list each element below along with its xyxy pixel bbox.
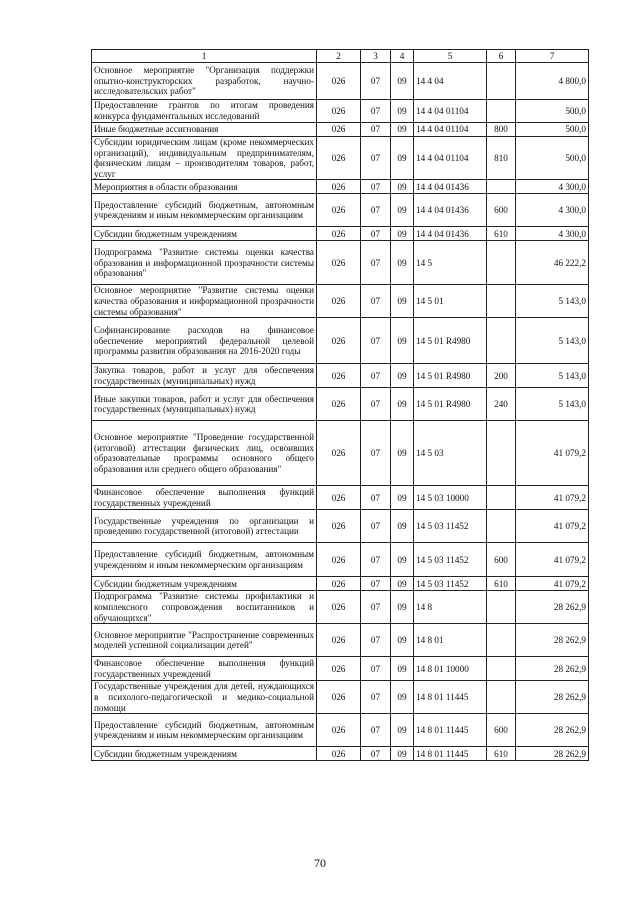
subsection-cell: 09 bbox=[391, 180, 414, 194]
table-row bbox=[92, 180, 589, 194]
amount-cell: 4 300,0 bbox=[516, 180, 589, 194]
description-cell: Государственные учреждения по организации и проведению государственной (итоговой) аттестации bbox=[92, 510, 317, 543]
description-cell: Подпрограмма "Развитие системы оценки качества образования и информационной прозрачности системы образования" bbox=[92, 241, 317, 285]
amount-cell: 41 079,2 bbox=[516, 421, 589, 486]
section-cell: 07 bbox=[361, 241, 391, 285]
target-article-cell: 14 8 01 11445 bbox=[414, 681, 487, 714]
section-cell: 07 bbox=[361, 624, 391, 657]
description-cell: Финансовое обеспечение выполнения функций государственных учреждений bbox=[92, 486, 317, 510]
subsection-cell: 09 bbox=[391, 577, 414, 591]
table-row bbox=[92, 747, 589, 761]
table-row bbox=[92, 318, 589, 364]
grbs-code-cell: 026 bbox=[317, 714, 361, 747]
description-cell: Субсидии бюджетным учреждениям bbox=[92, 227, 317, 241]
expense-type-cell bbox=[487, 285, 516, 318]
grbs-code-cell: 026 bbox=[317, 100, 361, 123]
table-row bbox=[92, 388, 589, 421]
target-article-cell: 14 5 03 bbox=[414, 421, 487, 486]
description-cell: Софинансирование расходов на финансовое обеспечение мероприятий федеральной целевой программы развития образования на 2016-2020 годы bbox=[92, 318, 317, 364]
expense-type-cell: 800 bbox=[487, 123, 516, 137]
description-cell: Основное мероприятие "Развитие системы оценки качества образования и информационной прозрачности системы образования" bbox=[92, 285, 317, 318]
amount-cell: 28 262,9 bbox=[516, 591, 589, 624]
target-article-cell: 14 5 bbox=[414, 241, 487, 285]
section-cell: 07 bbox=[361, 388, 391, 421]
target-article-cell: 14 8 01 11445 bbox=[414, 714, 487, 747]
expense-type-cell bbox=[487, 657, 516, 681]
amount-cell: 500,0 bbox=[516, 100, 589, 123]
subsection-cell: 09 bbox=[391, 510, 414, 543]
section-cell: 07 bbox=[361, 137, 391, 180]
grbs-code-cell: 026 bbox=[317, 543, 361, 577]
description-cell: Основное мероприятие "Организация поддержки опытно-конструкторских разработок, научно-исследовательских работ" bbox=[92, 63, 317, 100]
target-article-cell: 14 8 01 10000 bbox=[414, 657, 487, 681]
subsection-cell: 09 bbox=[391, 194, 414, 227]
grbs-code-cell: 026 bbox=[317, 63, 361, 100]
amount-cell: 4 800,0 bbox=[516, 63, 589, 100]
target-article-cell: 14 5 03 11452 bbox=[414, 510, 487, 543]
expense-type-cell: 600 bbox=[487, 543, 516, 577]
table-row bbox=[92, 241, 589, 285]
table-row bbox=[92, 227, 589, 241]
amount-cell: 28 262,9 bbox=[516, 747, 589, 761]
table-row bbox=[92, 63, 589, 100]
section-cell: 07 bbox=[361, 227, 391, 241]
table-row bbox=[92, 577, 589, 591]
amount-cell: 5 143,0 bbox=[516, 388, 589, 421]
description-cell: Предоставление грантов по итогам проведения конкурса фундаментальных исследований bbox=[92, 100, 317, 123]
expense-type-cell: 200 bbox=[487, 364, 516, 388]
expense-type-cell: 610 bbox=[487, 747, 516, 761]
amount-cell: 28 262,9 bbox=[516, 714, 589, 747]
grbs-code-cell: 026 bbox=[317, 624, 361, 657]
table-row bbox=[92, 714, 589, 747]
column-header: 5 bbox=[414, 50, 487, 63]
grbs-code-cell: 026 bbox=[317, 421, 361, 486]
grbs-code-cell: 026 bbox=[317, 364, 361, 388]
subsection-cell: 09 bbox=[391, 318, 414, 364]
expense-type-cell bbox=[487, 318, 516, 364]
expense-type-cell bbox=[487, 100, 516, 123]
amount-cell: 5 143,0 bbox=[516, 364, 589, 388]
description-cell: Субсидии юридическим лицам (кроме некоммерческих организаций), индивидуальным предпринимателям, физическим лицам – производителям товаров, работ, услуг bbox=[92, 137, 317, 180]
amount-cell: 41 079,2 bbox=[516, 510, 589, 543]
amount-cell: 41 079,2 bbox=[516, 486, 589, 510]
header-row bbox=[92, 50, 589, 63]
expense-type-cell: 240 bbox=[487, 388, 516, 421]
target-article-cell: 14 4 04 01436 bbox=[414, 180, 487, 194]
target-article-cell: 14 5 03 11452 bbox=[414, 577, 487, 591]
section-cell: 07 bbox=[361, 657, 391, 681]
subsection-cell: 09 bbox=[391, 388, 414, 421]
subsection-cell: 09 bbox=[391, 714, 414, 747]
expense-type-cell bbox=[487, 486, 516, 510]
expense-type-cell bbox=[487, 63, 516, 100]
target-article-cell: 14 5 01 R4980 bbox=[414, 318, 487, 364]
subsection-cell: 09 bbox=[391, 100, 414, 123]
grbs-code-cell: 026 bbox=[317, 194, 361, 227]
expense-type-cell: 610 bbox=[487, 577, 516, 591]
grbs-code-cell: 026 bbox=[317, 486, 361, 510]
subsection-cell: 09 bbox=[391, 285, 414, 318]
grbs-code-cell: 026 bbox=[317, 591, 361, 624]
section-cell: 07 bbox=[361, 577, 391, 591]
table-row bbox=[92, 486, 589, 510]
amount-cell: 4 300,0 bbox=[516, 227, 589, 241]
grbs-code-cell: 026 bbox=[317, 388, 361, 421]
amount-cell: 500,0 bbox=[516, 123, 589, 137]
column-header: 7 bbox=[516, 50, 589, 63]
target-article-cell: 14 4 04 01104 bbox=[414, 123, 487, 137]
subsection-cell: 09 bbox=[391, 364, 414, 388]
expense-type-cell: 810 bbox=[487, 137, 516, 180]
column-header: 6 bbox=[487, 50, 516, 63]
description-cell: Субсидии бюджетным учреждениям bbox=[92, 747, 317, 761]
table-row bbox=[92, 123, 589, 137]
subsection-cell: 09 bbox=[391, 591, 414, 624]
subsection-cell: 09 bbox=[391, 681, 414, 714]
description-cell: Мероприятия в области образования bbox=[92, 180, 317, 194]
grbs-code-cell: 026 bbox=[317, 180, 361, 194]
amount-cell: 41 079,2 bbox=[516, 577, 589, 591]
subsection-cell: 09 bbox=[391, 657, 414, 681]
table-row bbox=[92, 624, 589, 657]
target-article-cell: 14 5 03 10000 bbox=[414, 486, 487, 510]
section-cell: 07 bbox=[361, 510, 391, 543]
subsection-cell: 09 bbox=[391, 63, 414, 100]
description-cell: Финансовое обеспечение выполнения функций государственных учреждений bbox=[92, 657, 317, 681]
amount-cell: 41 079,2 bbox=[516, 543, 589, 577]
grbs-code-cell: 026 bbox=[317, 510, 361, 543]
expense-type-cell bbox=[487, 180, 516, 194]
target-article-cell: 14 4 04 01104 bbox=[414, 100, 487, 123]
column-header: 1 bbox=[92, 50, 317, 63]
expense-type-cell: 600 bbox=[487, 194, 516, 227]
target-article-cell: 14 4 04 01436 bbox=[414, 227, 487, 241]
description-cell: Закупка товаров, работ и услуг для обеспечения государственных (муниципальных) нужд bbox=[92, 364, 317, 388]
table-row bbox=[92, 543, 589, 577]
target-article-cell: 14 5 01 R4980 bbox=[414, 388, 487, 421]
subsection-cell: 09 bbox=[391, 137, 414, 180]
subsection-cell: 09 bbox=[391, 486, 414, 510]
description-cell: Предоставление субсидий бюджетным, автономным учреждениям и иным некоммерческим организациям bbox=[92, 543, 317, 577]
section-cell: 07 bbox=[361, 543, 391, 577]
section-cell: 07 bbox=[361, 194, 391, 227]
section-cell: 07 bbox=[361, 591, 391, 624]
description-cell: Предоставление субсидий бюджетным, автономным учреждениям и иным некоммерческим организациям bbox=[92, 194, 317, 227]
budget-table bbox=[91, 49, 589, 761]
amount-cell: 28 262,9 bbox=[516, 681, 589, 714]
table-row bbox=[92, 100, 589, 123]
grbs-code-cell: 026 bbox=[317, 123, 361, 137]
subsection-cell: 09 bbox=[391, 123, 414, 137]
expense-type-cell bbox=[487, 510, 516, 543]
expense-type-cell bbox=[487, 681, 516, 714]
target-article-cell: 14 5 01 R4980 bbox=[414, 364, 487, 388]
section-cell: 07 bbox=[361, 318, 391, 364]
target-article-cell: 14 5 03 11452 bbox=[414, 543, 487, 577]
amount-cell: 5 143,0 bbox=[516, 285, 589, 318]
section-cell: 07 bbox=[361, 364, 391, 388]
section-cell: 07 bbox=[361, 285, 391, 318]
section-cell: 07 bbox=[361, 123, 391, 137]
description-cell: Государственные учреждения для детей, нуждающихся в психолого-педагогической и медико-социальной помощи bbox=[92, 681, 317, 714]
subsection-cell: 09 bbox=[391, 227, 414, 241]
table-row bbox=[92, 591, 589, 624]
expense-type-cell: 600 bbox=[487, 714, 516, 747]
subsection-cell: 09 bbox=[391, 543, 414, 577]
grbs-code-cell: 026 bbox=[317, 227, 361, 241]
expense-type-cell: 610 bbox=[487, 227, 516, 241]
section-cell: 07 bbox=[361, 100, 391, 123]
subsection-cell: 09 bbox=[391, 624, 414, 657]
grbs-code-cell: 026 bbox=[317, 577, 361, 591]
amount-cell: 500,0 bbox=[516, 137, 589, 180]
description-cell: Основное мероприятие "Проведение государственной (итоговой) аттестации физических лиц, освоивших образовательные программы основного общего образования или среднего общего образования" bbox=[92, 421, 317, 486]
section-cell: 07 bbox=[361, 421, 391, 486]
grbs-code-cell: 026 bbox=[317, 747, 361, 761]
table-row bbox=[92, 194, 589, 227]
target-article-cell: 14 8 01 bbox=[414, 624, 487, 657]
description-cell: Предоставление субсидий бюджетным, автономным учреждениям и иным некоммерческим организациям bbox=[92, 714, 317, 747]
description-cell: Основное мероприятие "Распространение современных моделей успешной социализации детей" bbox=[92, 624, 317, 657]
description-cell: Субсидии бюджетным учреждениям bbox=[92, 577, 317, 591]
page-number: 70 bbox=[314, 856, 326, 870]
expense-type-cell bbox=[487, 241, 516, 285]
target-article-cell: 14 8 01 11445 bbox=[414, 747, 487, 761]
grbs-code-cell: 026 bbox=[317, 318, 361, 364]
section-cell: 07 bbox=[361, 681, 391, 714]
subsection-cell: 09 bbox=[391, 747, 414, 761]
table-row bbox=[92, 510, 589, 543]
description-cell: Подпрограмма "Развитие системы профилактики и комплексного сопровождения воспитанников и обучающихся" bbox=[92, 591, 317, 624]
grbs-code-cell: 026 bbox=[317, 241, 361, 285]
target-article-cell: 14 8 bbox=[414, 591, 487, 624]
target-article-cell: 14 4 04 bbox=[414, 63, 487, 100]
table-row bbox=[92, 657, 589, 681]
table-row bbox=[92, 681, 589, 714]
amount-cell: 46 222,2 bbox=[516, 241, 589, 285]
target-article-cell: 14 5 01 bbox=[414, 285, 487, 318]
section-cell: 07 bbox=[361, 63, 391, 100]
description-cell: Иные закупки товаров, работ и услуг для обеспечения государственных (муниципальных) нужд bbox=[92, 388, 317, 421]
table-row bbox=[92, 285, 589, 318]
section-cell: 07 bbox=[361, 486, 391, 510]
section-cell: 07 bbox=[361, 747, 391, 761]
expense-type-cell bbox=[487, 624, 516, 657]
grbs-code-cell: 026 bbox=[317, 657, 361, 681]
table-row bbox=[92, 364, 589, 388]
section-cell: 07 bbox=[361, 714, 391, 747]
amount-cell: 28 262,9 bbox=[516, 657, 589, 681]
subsection-cell: 09 bbox=[391, 421, 414, 486]
table-row bbox=[92, 421, 589, 486]
amount-cell: 4 300,0 bbox=[516, 194, 589, 227]
target-article-cell: 14 4 04 01436 bbox=[414, 194, 487, 227]
amount-cell: 28 262,9 bbox=[516, 624, 589, 657]
amount-cell: 5 143,0 bbox=[516, 318, 589, 364]
table-row bbox=[92, 137, 589, 180]
column-header: 2 bbox=[317, 50, 361, 63]
target-article-cell: 14 4 04 01104 bbox=[414, 137, 487, 180]
subsection-cell: 09 bbox=[391, 241, 414, 285]
description-cell: Иные бюджетные ассигнования bbox=[92, 123, 317, 137]
column-header: 3 bbox=[361, 50, 391, 63]
grbs-code-cell: 026 bbox=[317, 285, 361, 318]
expense-type-cell bbox=[487, 591, 516, 624]
grbs-code-cell: 026 bbox=[317, 681, 361, 714]
expense-type-cell bbox=[487, 421, 516, 486]
column-header: 4 bbox=[391, 50, 414, 63]
grbs-code-cell: 026 bbox=[317, 137, 361, 180]
section-cell: 07 bbox=[361, 180, 391, 194]
